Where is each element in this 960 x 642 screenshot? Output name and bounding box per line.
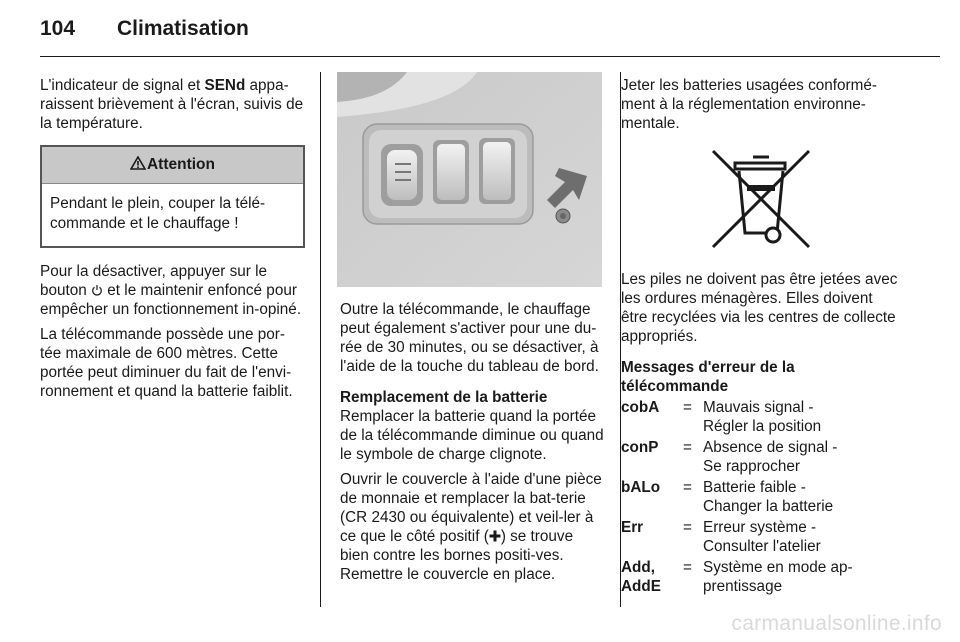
paragraph-replace-when: Remplacer la batterie quand la portée de la télécommande diminue ou quand le symbole de charge clignote.	[340, 408, 604, 463]
page-number: 104	[40, 17, 76, 40]
error-description: Absence de signal - Se rapprocher	[703, 439, 838, 475]
equals-sign: =	[683, 479, 692, 496]
column-3	[621, 76, 901, 598]
table-row	[621, 438, 901, 476]
heading-error-messages: Messages d'erreur de la télécommande	[621, 359, 795, 395]
table-row	[621, 558, 901, 596]
warning-triangle-icon	[130, 156, 146, 170]
paragraph-recycle: Les piles ne doivent pas être jetées avec les ordures ménagères. Elles doivent être recyclées via les centres de collecte appropriés.	[621, 271, 898, 345]
crossed-out-wheelie-bin-icon	[707, 147, 815, 252]
equals-sign: =	[683, 399, 692, 416]
attention-header	[42, 147, 303, 184]
code-send: SENd	[204, 77, 246, 94]
error-code: cobA	[621, 399, 660, 416]
column-2	[340, 300, 604, 590]
error-code: Add, AddE	[621, 559, 661, 595]
error-code: bALo	[621, 479, 661, 496]
equals-sign: =	[683, 559, 692, 576]
paragraph-range: La télécommande possède une por-tée maximale de 600 mètres. Cette portée peut diminuer du fait de l'envi-ronnement et quand la batterie faiblit.	[40, 326, 293, 400]
error-code: conP	[621, 439, 659, 456]
error-description: Système en mode ap- prentissage	[703, 559, 853, 595]
dashboard-button-photo	[337, 72, 602, 287]
paragraph-dispose: Jeter les batteries usagées conformé-ment à la réglementation environne-mentale.	[621, 77, 877, 132]
error-description: Erreur système - Consulter l'atelier	[703, 519, 821, 555]
attention-title: Attention	[146, 156, 215, 173]
table-row	[621, 478, 901, 516]
attention-box	[40, 145, 305, 248]
equals-sign: =	[683, 519, 692, 536]
error-code: Err	[621, 519, 644, 536]
watermark: carmanualsonline.info	[731, 612, 942, 635]
column-divider-1	[320, 72, 321, 607]
paragraph-deactivate: Pour la désactiver, appuyer sur le bouton et le maintenir enfoncé pour empêcher un fonctionnement in-opiné.	[40, 263, 302, 318]
page-title: Climatisation	[117, 17, 249, 40]
table-row	[621, 518, 901, 556]
paragraph-dashboard-key: Outre la télécommande, le chauffage peut également s'activer pour une du-rée de 30 minutes, ou se désactiver, à l'aide de la touche du tableau de bord.	[340, 301, 599, 375]
power-icon	[91, 284, 103, 297]
attention-body: Pendant le plein, couper la télé-commande et le chauffage !	[50, 195, 266, 232]
table-row	[621, 398, 901, 436]
paragraph-open-cover: Ouvrir le couvercle à l'aide d'une pièce de monnaie et remplacer la bat-terie (CR 2430 ou équivalente) et veil-ler à ce que le côté positif ( ) se trouve bien contre les bornes positi-ves. Remettre le couvercle en place.	[340, 471, 602, 583]
error-description: Batterie faible - Changer la batterie	[703, 479, 834, 515]
error-description: Mauvais signal - Régler la position	[703, 399, 822, 435]
plus-icon	[489, 530, 501, 542]
paragraph-signal-indicator: L'indicateur de signal et SENd appa-raissent brièvement à l'écran, suivis de la température.	[40, 77, 304, 132]
header-rule	[40, 56, 940, 57]
equals-sign: =	[683, 439, 692, 456]
column-1	[40, 76, 305, 407]
error-message-table	[621, 398, 901, 596]
heading-battery-replacement: Remplacement de la batterie	[340, 389, 548, 406]
